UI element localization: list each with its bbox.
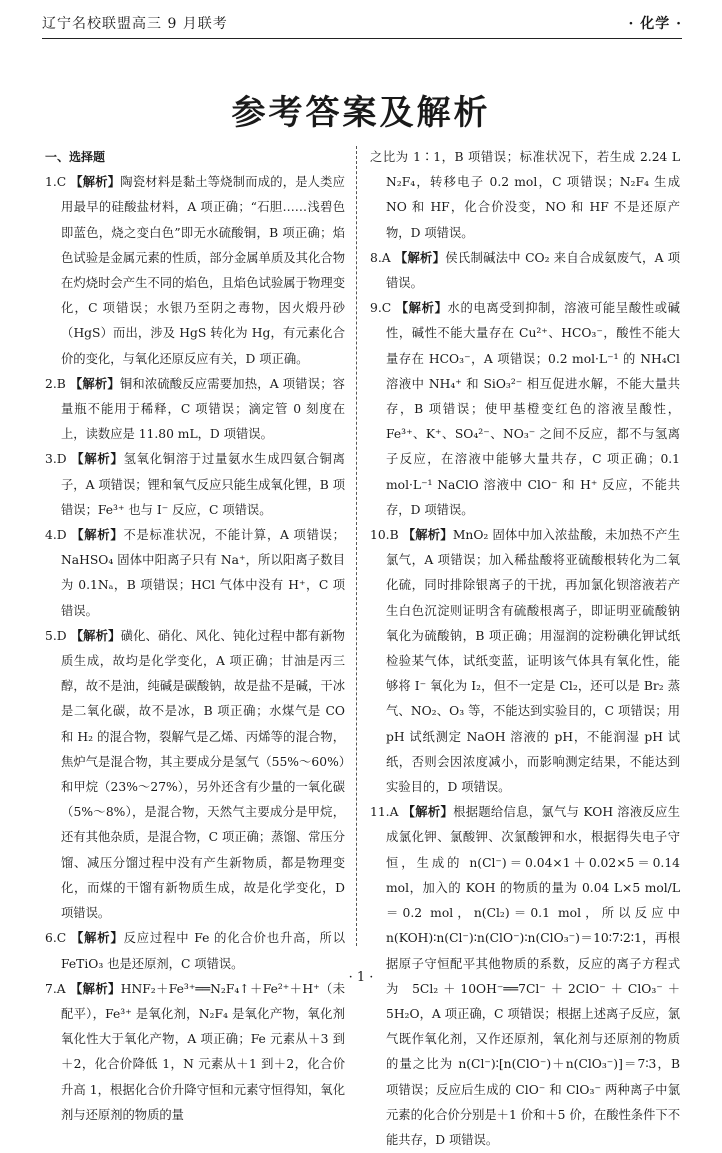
analysis-text: 不是标准状况，不能计算，A 项错误；NaHSO₄ 固体中阳离子只有 Na⁺，所以阳离子数目为 0.1Nₐ，B 项错误；HCl 气体中没有 H⁺，C 项错误。	[61, 528, 345, 618]
analysis-text: HNF₂＋Fe³⁺══N₂F₄↑＋Fe²⁺＋H⁺（未配平），Fe³⁺ 是氧化剂，N₂F₄ 是氧化产物，氧化剂氧化性大于氧化产物，A 项正确；Fe 元素从＋3 到＋2，化合价降低 1，N 元素从＋1 到＋2，化合价升高 1，根据化合价升降守恒和元素守恒得知，氧化剂与还原剂的物质的量	[61, 981, 345, 1122]
section-heading: 一、选择题	[45, 150, 106, 164]
analysis-text: 侯氏制碱法中 CO₂ 来自合成氨废气，A 项错误。	[386, 250, 680, 291]
header-exam-name: 辽宁名校联盟高三 9 月联考	[42, 16, 228, 32]
answer-letter: A	[381, 250, 395, 265]
answer-letter: C	[56, 175, 71, 190]
analysis-tag: 【解析】	[69, 981, 121, 996]
question-number: 5.	[45, 628, 57, 643]
analysis-tag: 【解析】	[402, 805, 454, 820]
analysis-text: 陶瓷材料是黏土等烧制而成的，是人类应用最早的硅酸盐材料，A 项正确；“石胆……浅碧色即蓝色，烧之变白色”即无水硫酸铜，B 项正确；焰色试验是金属元素的性质，部分金属单质及其化合物在灼烧时会产生不同的焰色，且焰色试验属于物理变化，C 项错误；水银乃至阴之毒物，因火煅丹砂（HgS）而出，涉及 HgS 转化为 Hg，有元素化合价的变化，与氧化还原反应有关，D 项正确。	[61, 175, 345, 366]
answer-item	[45, 372, 345, 448]
answer-item	[45, 523, 345, 624]
analysis-tag: 【解析】	[394, 250, 446, 265]
page-header	[42, 8, 682, 39]
answer-letter: B	[389, 528, 403, 543]
analysis-tag: 【解析】	[70, 628, 121, 643]
answer-letter: D	[56, 528, 72, 543]
answer-item	[45, 170, 345, 372]
header-subject: · 化学 ·	[628, 16, 682, 32]
question-number: 11.	[370, 805, 390, 820]
question-number: 1.	[45, 175, 57, 190]
answer-item	[370, 296, 680, 523]
analysis-tag: 【解析】	[70, 175, 121, 190]
question-number: 4.	[45, 528, 57, 543]
question-number: 9.	[370, 301, 382, 316]
answer-letter: D	[56, 628, 71, 643]
analysis-tag: 【解析】	[402, 528, 453, 543]
analysis-text: 水的电离受到抑制，溶液可能呈酸性或碱性，碱性不能大量存在 Cu²⁺、HCO₃⁻，酸性不能大量存在 HCO₃⁻，A 项错误；0.2 mol·L⁻¹ 的 NH₄Cl 溶液中 NH₄⁺ 和 SiO₃²⁻ 相互促进水解，不能大量共存，B 项错误；使甲基橙变红色的溶液呈酸性，Fe³⁺、K⁺、SO₄²⁻、NO₃⁻ 之间不反应，都不与氢离子反应，在溶液中能够大量共存，C 项正确；0.1 mol·L⁻¹ NaClO 溶液中 ClO⁻ 和 H⁺ 反应，不能共存，D 项错误。	[386, 301, 680, 517]
question-number: 2.	[45, 376, 57, 391]
analysis-text: 之比为 1∶1，B 项错误；标准状况下，若生成 2.24 L N₂F₄，转移电子 0.2 mol，C 项错误；N₂F₄ 生成 NO 和 HF，化合价没变，NO 和 HF 不是还原产物，D 项错误。	[370, 150, 680, 240]
analysis-tag: 【解析】	[395, 301, 448, 316]
analysis-text: 反应过程中 Fe 的化合价也升高，所以 FeTiO₃ 也是还原剂，C 项错误。	[61, 931, 345, 971]
analysis-text: 磺化、硝化、风化、钝化过程中都有新物质生成，故均是化学变化，A 项正确；甘油是丙三醇，故不是油，纯碱是碳酸钠，故是盐不是碱，干冰是二氧化碳，故不是冰，B 项正确；水煤气是 CO 和 H₂ 的混合物，裂解气是乙烯、丙烯等的混合物，焦炉气是混合物，其主要成分是氢气（55%～60%）和甲烷（23%～27%），另外还含有少量的一氧化碳（5%～8%），是混合物，天然气主要成分是甲烷，还有其他杂质，是混合物，C 项正确；蒸馏、常压分馏、减压分馏过程中没有产生新物质，都是物理变化，而煤的干馏有新物质生成，故是化学变化，D 项错误。	[61, 628, 345, 921]
answer-item	[45, 447, 345, 523]
page-number: · 1 ·	[348, 970, 374, 985]
document-title: 参考答案及解析	[231, 93, 491, 133]
right-answer-list	[370, 145, 680, 1153]
question-number: 6.	[45, 931, 57, 946]
answer-letter: B	[56, 376, 70, 391]
answer-item	[45, 624, 345, 926]
analysis-tag: 【解析】	[71, 452, 124, 467]
analysis-text: 根据题给信息，氯气与 KOH 溶液反应生成氯化钾、氯酸钾、次氯酸钾和水，根据得失电子守恒，生成的 n(Cl⁻)＝0.04×1＋0.02×5＝0.14 mol，加入的 KOH 的物质的量为 0.04 L×5 mol/L＝0.2 mol，n(Cl₂)＝0.1 mol，所以反应中 n(KOH)∶n(Cl⁻)∶n(ClO⁻)∶n(ClO₃⁻)＝10∶7∶2∶1，再根据原子守恒配平其他物质的系数，反应的离子方程式为 5Cl₂＋10OH⁻══7Cl⁻＋2ClO⁻＋ClO₃⁻＋5H₂O，A 项正确，C 项错误；根据上述离子反应，氯气既作氧化剂，又作还原剂，氧化剂与还原剂的物质的量之比为 n(Cl⁻)∶[n(ClO⁻)＋n(ClO₃⁻)]＝7∶3，B 项错误；反应后生成的 ClO⁻ 和 ClO₃⁻ 两种离子中氯元素的化合价分别是＋1 价和＋5 价，在酸性条件下不能共存，D 项错误。	[386, 805, 680, 1147]
question-number: 10.	[370, 528, 390, 543]
answer-letter: A	[56, 981, 70, 996]
question-number: 3.	[45, 452, 57, 467]
column-divider	[356, 146, 357, 946]
right-column	[370, 145, 680, 1153]
answer-letter: C	[56, 931, 71, 946]
analysis-tag: 【解析】	[71, 528, 124, 543]
answer-item	[370, 145, 680, 246]
answer-letter: A	[389, 805, 403, 820]
analysis-tag: 【解析】	[69, 376, 120, 391]
question-number: 8.	[370, 250, 382, 265]
answer-letter: D	[56, 452, 72, 467]
answer-item	[370, 246, 680, 296]
question-number: 7.	[45, 981, 57, 996]
answer-item	[45, 977, 345, 1128]
analysis-text: MnO₂ 固体中加入浓盐酸，未加热不产生氯气，A 项错误；加入稀盐酸将亚硫酸根转化为二氧化硫，同时排除银离子的干扰，再加氯化钡溶液若产生白色沉淀则证明含有硫酸根离子，即证明亚硫酸钠氧化为硫酸钠，B 项正确；用湿润的淀粉碘化钾试纸检验某气体，试纸变蓝，证明该气体具有氧化性，能够将 I⁻ 氧化为 I₂，但不一定是 Cl₂，还可以是 Br₂ 蒸气、NO₂、O₃ 等，不能达到实验目的，C 项错误；用 pH 试纸测定 NaOH 溶液的 pH，不能润湿 pH 试纸，否则会因浓度减小，而影响测定结果，不能达到实验目的，D 项错误。	[386, 528, 680, 795]
analysis-text: 氢氧化铜溶于过量氨水生成四氨合铜离子，A 项错误；锂和氧气反应只能生成氧化锂，B 项错误；Fe³⁺ 也与 I⁻ 反应，C 项错误。	[61, 452, 345, 517]
analysis-tag: 【解析】	[70, 931, 124, 946]
answer-item	[370, 523, 680, 800]
analysis-text: 铜和浓硫酸反应需要加热，A 项错误；容量瓶不能用于稀释，C 项错误；滴定管 0 刻度在上，读数应是 11.80 mL，D 项错误。	[61, 376, 345, 442]
answer-letter: C	[381, 301, 396, 316]
